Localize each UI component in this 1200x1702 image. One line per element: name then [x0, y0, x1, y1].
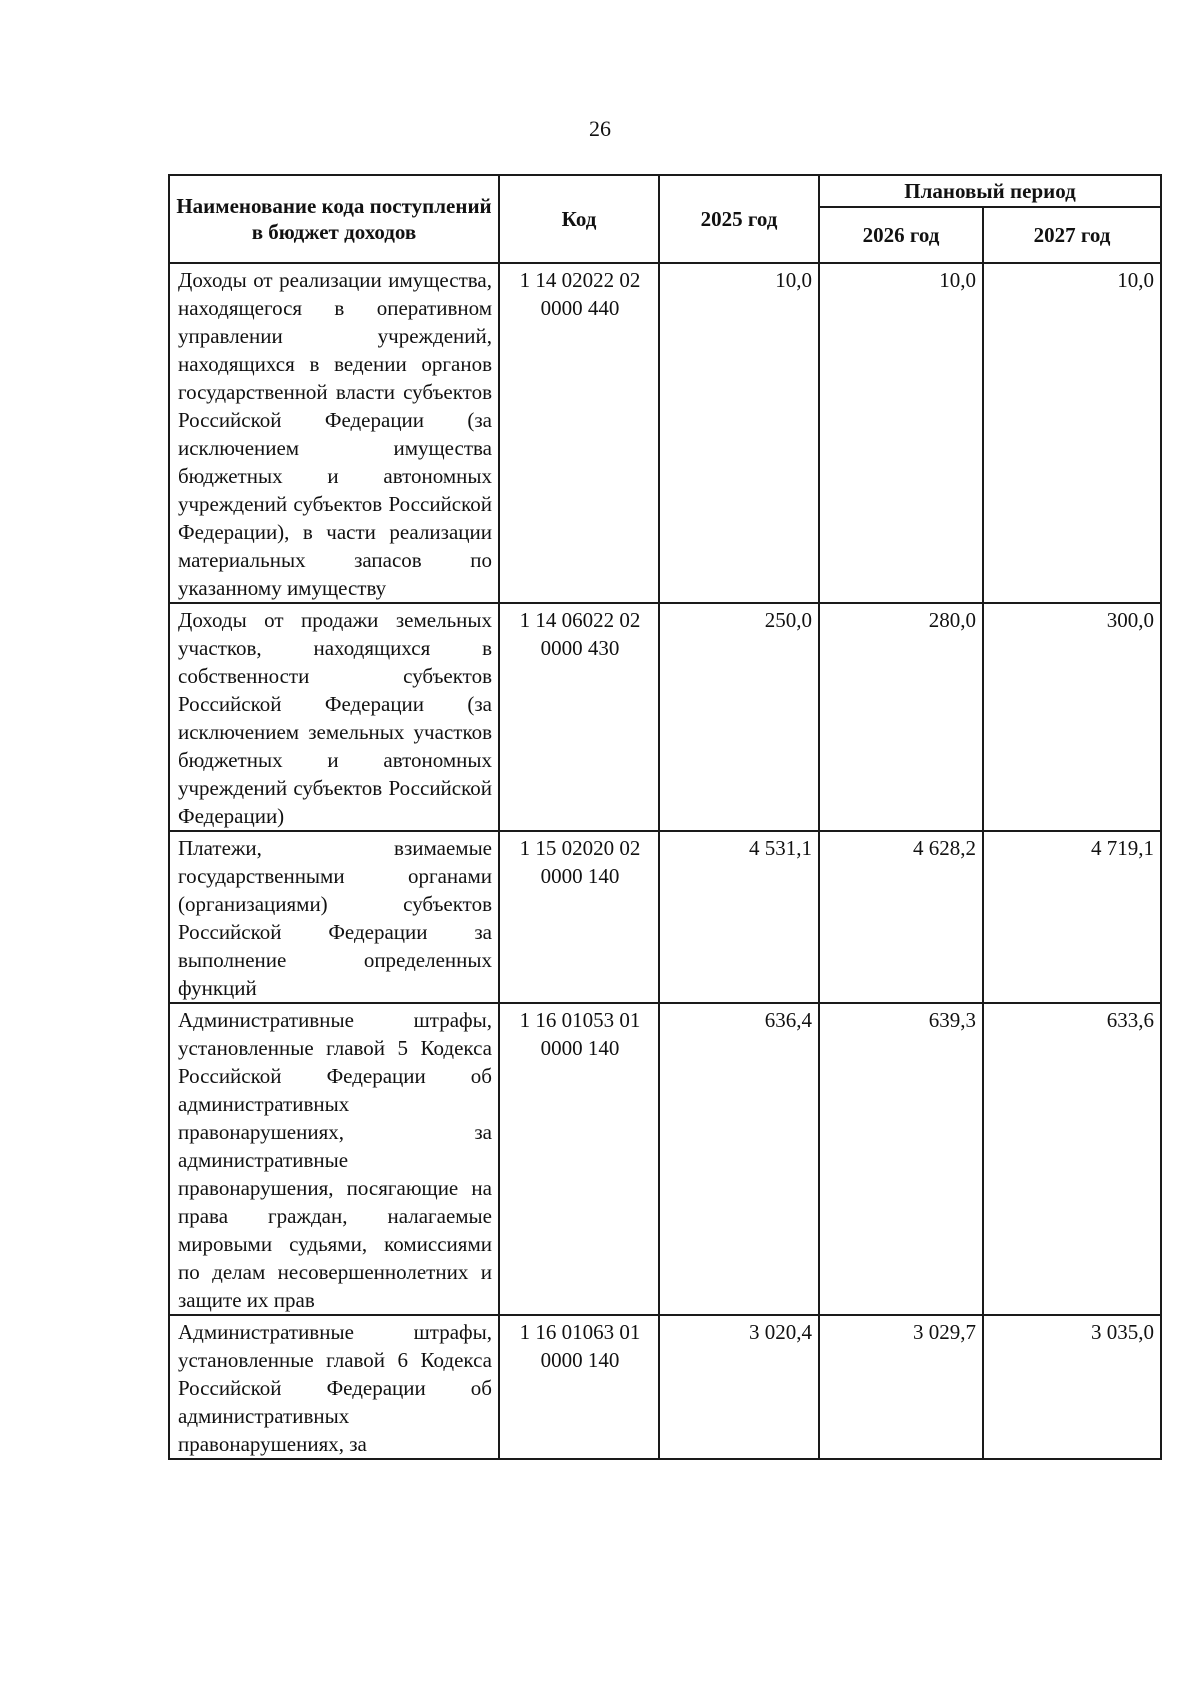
header-year-2026: 2026 год [819, 207, 983, 263]
header-planned-period: Плановый период [819, 175, 1161, 207]
row-value-2027: 3 035,0 [983, 1315, 1161, 1459]
row-value-2026: 280,0 [819, 603, 983, 831]
row-value-2025: 10,0 [659, 263, 819, 603]
row-name: Административные штрафы, установленные главой 6 Кодекса Российской Федерации об административных правонарушениях, за [169, 1315, 499, 1459]
row-code: 1 14 06022 02 0000 430 [499, 603, 659, 831]
row-value-2025: 4 531,1 [659, 831, 819, 1003]
row-name: Административные штрафы, установленные главой 5 Кодекса Российской Федерации об административных правонарушениях, за административные правонарушения, посягающие на права граждан, налагаемые мировыми судьями, комиссиями по делам несовершеннолетних и защите их прав [169, 1003, 499, 1315]
header-year-2027: 2027 год [983, 207, 1161, 263]
row-code: 1 16 01053 01 0000 140 [499, 1003, 659, 1315]
row-value-2027: 300,0 [983, 603, 1161, 831]
row-value-2025: 3 020,4 [659, 1315, 819, 1459]
row-value-2027: 10,0 [983, 263, 1161, 603]
row-value-2025: 250,0 [659, 603, 819, 831]
table-row [169, 603, 1161, 831]
page-number: 26 [589, 116, 611, 141]
row-value-2026: 10,0 [819, 263, 983, 603]
table-row [169, 263, 1161, 603]
row-value-2026: 639,3 [819, 1003, 983, 1315]
row-value-2026: 3 029,7 [819, 1315, 983, 1459]
row-value-2027: 633,6 [983, 1003, 1161, 1315]
header-code: Код [499, 175, 659, 263]
row-code: 1 16 01063 01 0000 140 [499, 1315, 659, 1459]
table-row [169, 1315, 1161, 1459]
table-row [169, 831, 1161, 1003]
header-name: Наименование кода поступлений в бюджет доходов [169, 175, 499, 263]
row-code: 1 14 02022 02 0000 440 [499, 263, 659, 603]
row-name: Доходы от реализации имущества, находящегося в оперативном управлении учреждений, находящихся в ведении органов государственной власти субъектов Российской Федерации (за исключением имущества бюджетных и автономных учреждений субъектов Российской Федерации), в части реализации материальных запасов по указанному имуществу [169, 263, 499, 603]
row-code: 1 15 02020 02 0000 140 [499, 831, 659, 1003]
row-value-2026: 4 628,2 [819, 831, 983, 1003]
table-header-row [169, 175, 1161, 207]
row-name: Платежи, взимаемые государственными органами (организациями) субъектов Российской Федерации за выполнение определенных функций [169, 831, 499, 1003]
revenue-table [168, 174, 1162, 1460]
row-value-2025: 636,4 [659, 1003, 819, 1315]
row-name: Доходы от продажи земельных участков, находящихся в собственности субъектов Российской Федерации (за исключением земельных участков бюджетных и автономных учреждений субъектов Российской Федерации) [169, 603, 499, 831]
header-year-2025: 2025 год [659, 175, 819, 263]
table-row [169, 1003, 1161, 1315]
row-value-2027: 4 719,1 [983, 831, 1161, 1003]
